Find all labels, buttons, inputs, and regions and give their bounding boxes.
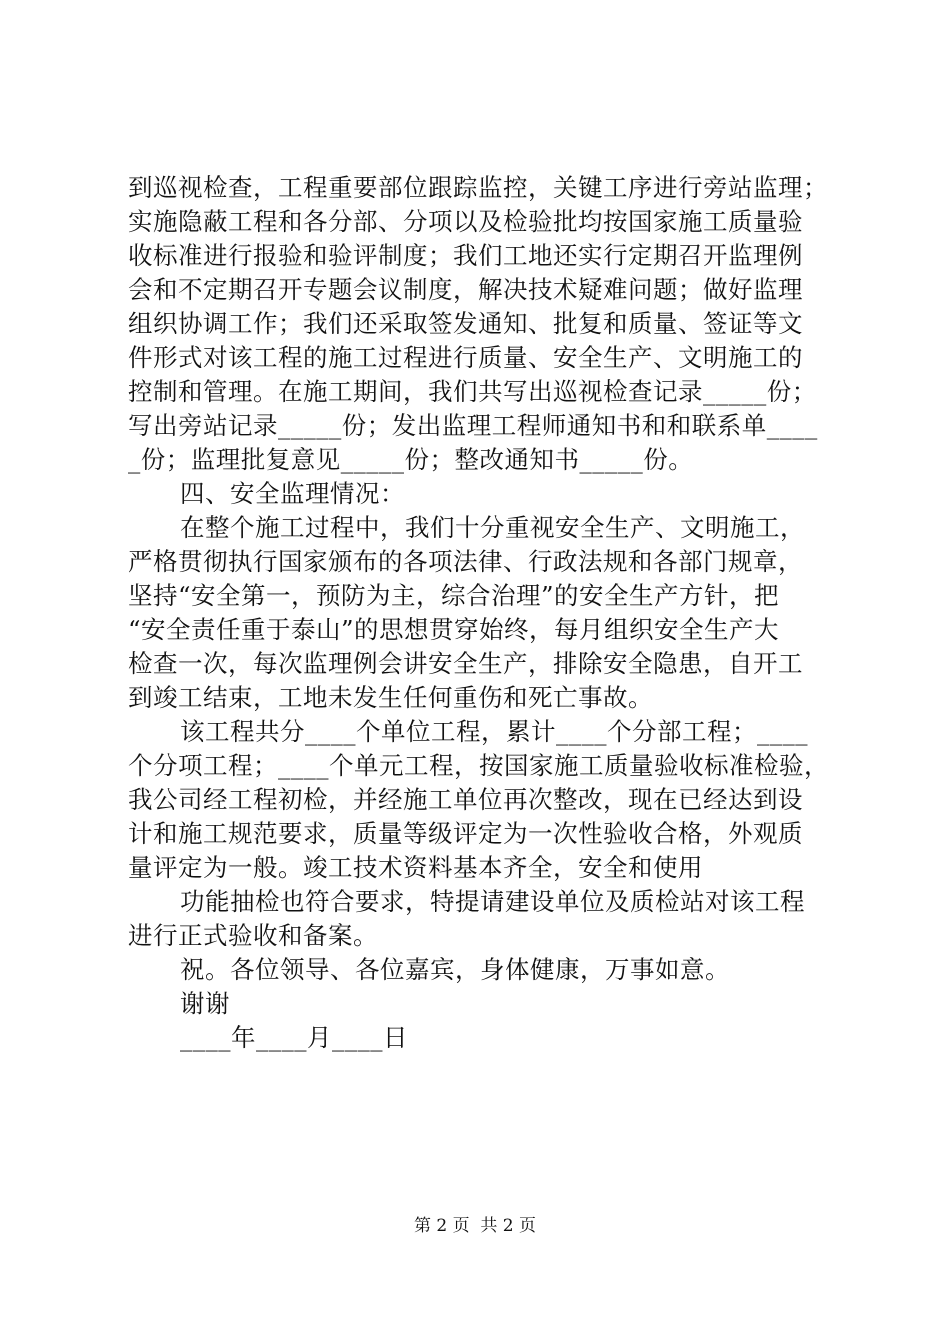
body-line: 严格贯彻执行国家颁布的各项法律、行政法规和各部门规章，: [128, 547, 803, 576]
date-line: ____年____月____日: [180, 1023, 408, 1052]
body-line: _份；监理批复意见_____份；整改通知书_____份。: [128, 445, 694, 474]
body-line: 组织协调工作；我们还采取签发通知、批复和质量、签证等文: [128, 309, 803, 338]
body-line: 我公司经工程初检，并经施工单位再次整改，现在已经达到设: [128, 785, 803, 814]
body-line: 量评定为一般。竣工技术资料基本齐全，安全和使用: [128, 853, 703, 882]
body-line: 到巡视检查，工程重要部位跟踪监控，关键工序进行旁站监理；: [128, 173, 828, 202]
page-number: 第 2 页 共 2 页: [413, 1216, 537, 1236]
body-line: 写出旁站记录_____份；发出监理工程师通知书和和联系单____: [128, 411, 818, 440]
body-line: 进行正式验收和备案。: [128, 921, 378, 950]
body-line: 坚持“安全第一，预防为主，综合治理”的安全生产方针，把: [128, 581, 780, 610]
body-line: 计和施工规范要求，质量等级评定为一次性验收合格，外观质: [128, 819, 803, 848]
body-line: 会和不定期召开专题会议制度，解决技术疑难问题；做好监理: [128, 275, 803, 304]
body-line: “安全责任重于泰山”的思想贯穿始终，每月组织安全生产大: [128, 615, 780, 644]
body-line: 到竣工结束，工地未发生任何重伤和死亡事故。: [128, 683, 653, 712]
body-line: 检查一次，每次监理例会讲安全生产，排除安全隐患，自开工: [128, 649, 803, 678]
body-line: 个分项工程；____个单元工程，按国家施工质量验收标准检验，: [128, 751, 829, 780]
paragraph-first-line: 功能抽检也符合要求，特提请建设单位及质检站对该工程: [180, 887, 805, 916]
section-heading: 四、安全监理情况：: [180, 479, 405, 508]
body-line: 件形式对该工程的施工过程进行质量、安全生产、文明施工的: [128, 343, 803, 372]
paragraph-first-line: 该工程共分____个单位工程，累计____个分部工程；____: [180, 717, 808, 746]
body-line: 收标准进行报验和验评制度；我们工地还实行定期召开监理例: [128, 241, 803, 270]
body-line: 实施隐蔽工程和各分部、分项以及检验批均按国家施工质量验: [128, 207, 803, 236]
paragraph-first-line: 在整个施工过程中，我们十分重视安全生产、文明施工，: [180, 513, 805, 542]
closing-thanks: 谢谢: [180, 989, 230, 1018]
closing-wishes: 祝。各位领导、各位嘉宾，身体健康，万事如意。: [180, 955, 730, 984]
body-line: 控制和管理。在施工期间，我们共写出巡视检查记录_____份；: [128, 377, 817, 406]
